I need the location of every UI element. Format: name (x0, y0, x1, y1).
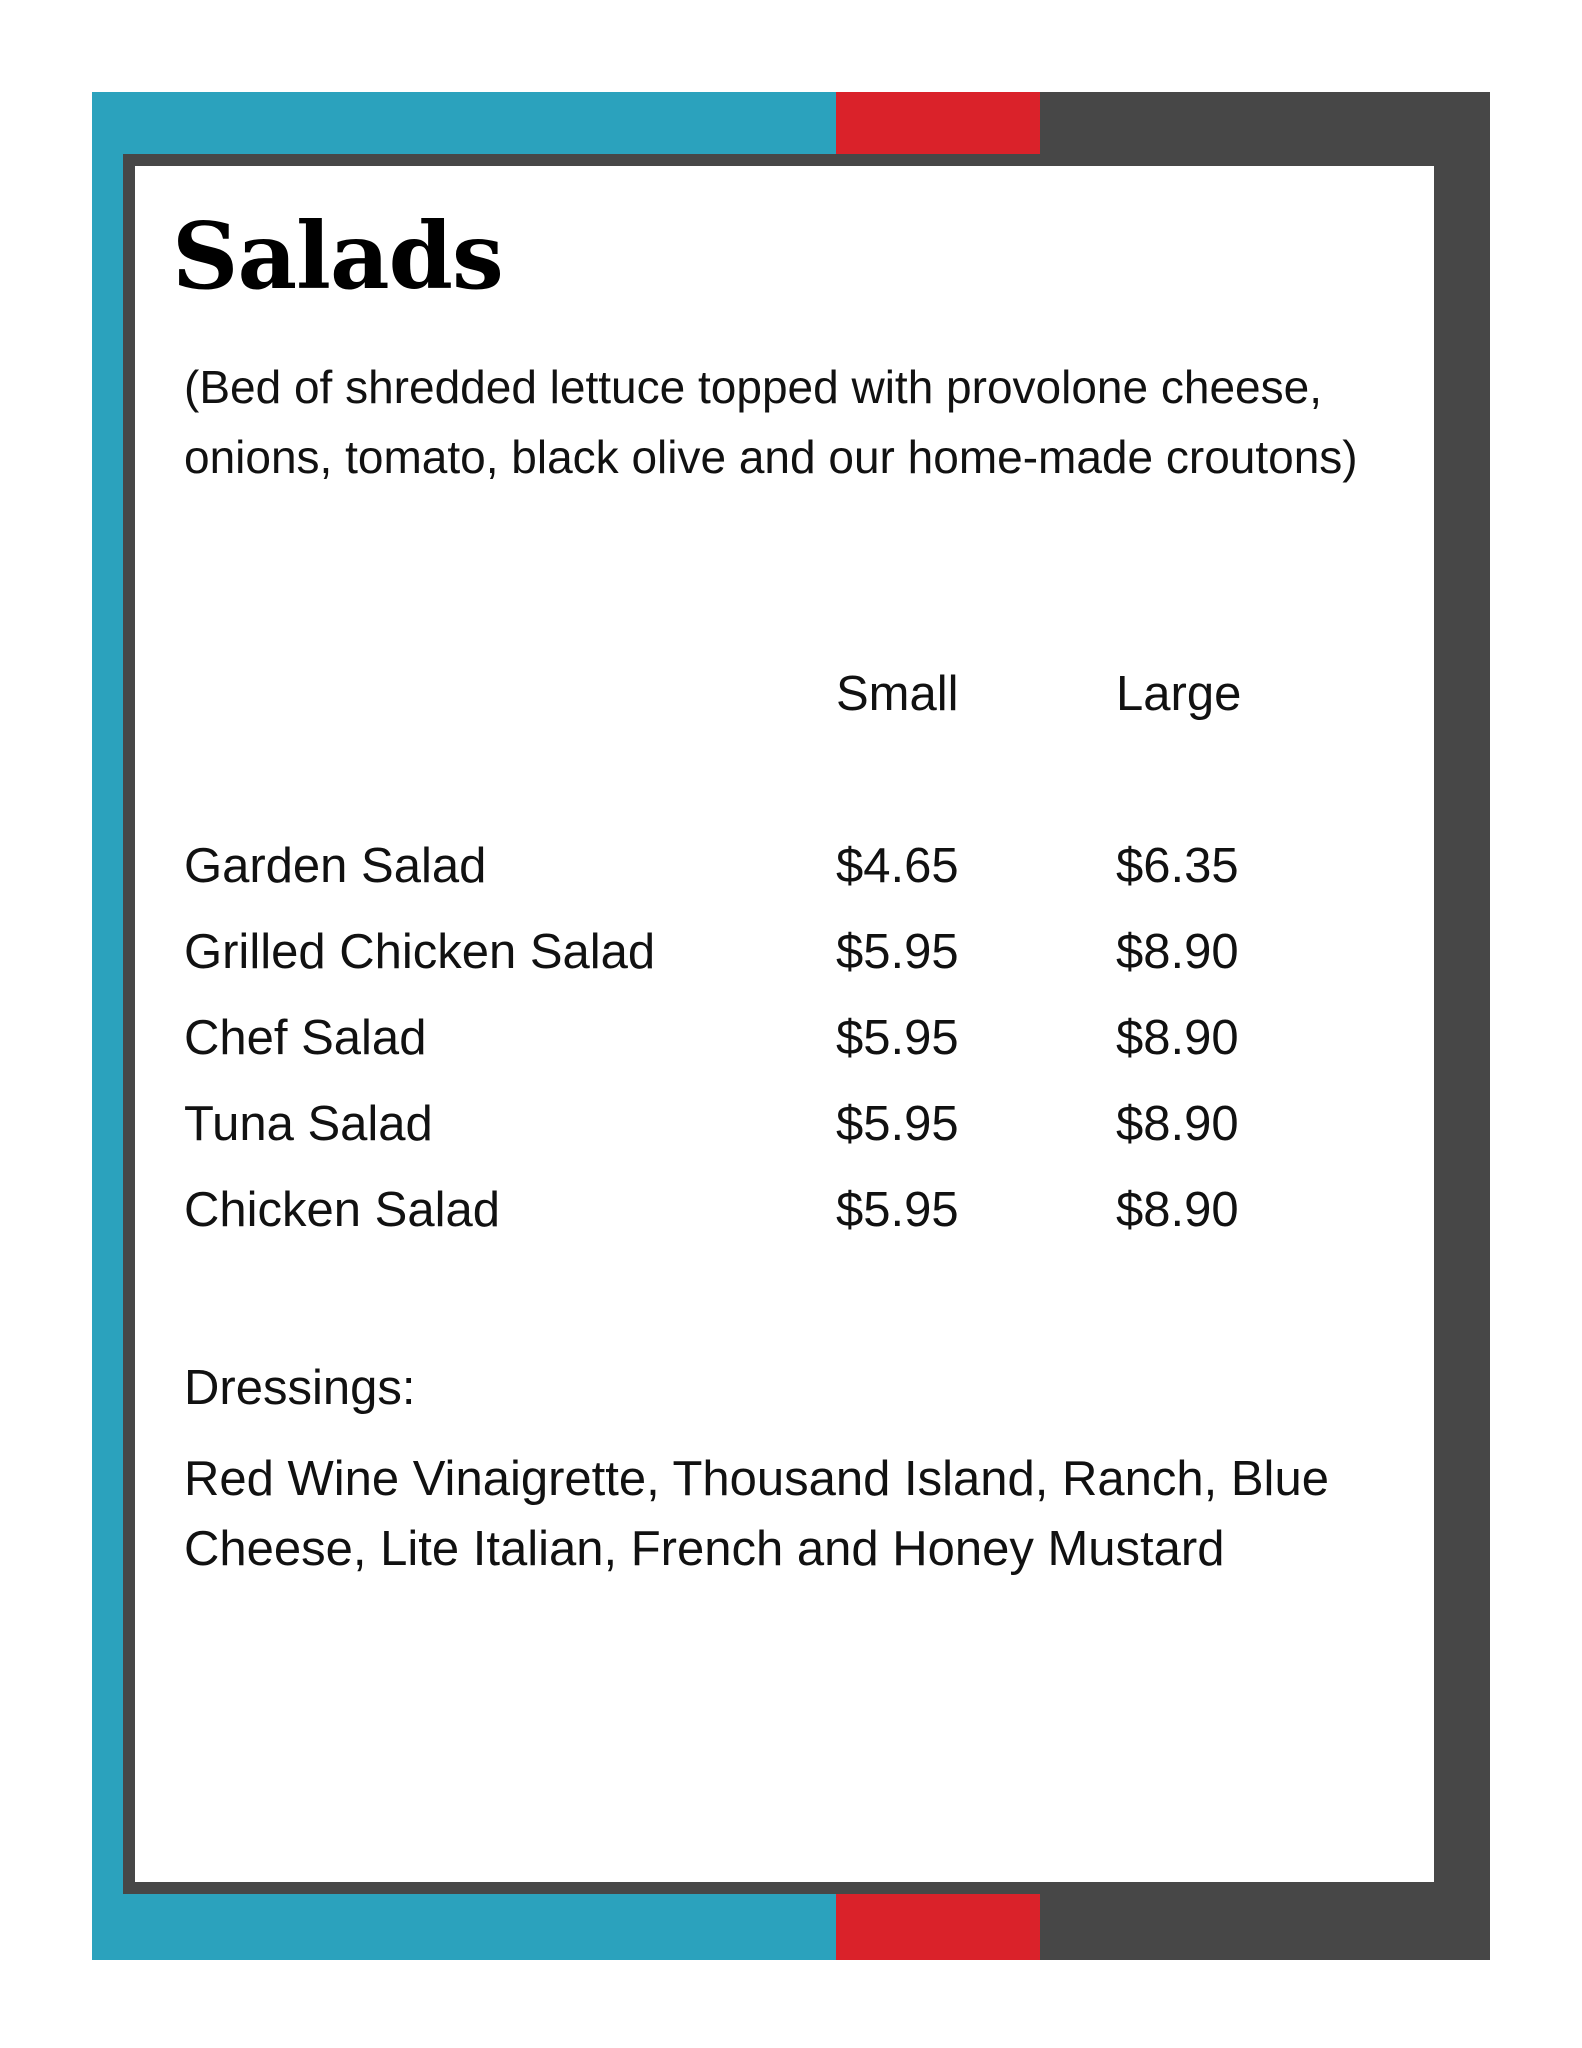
menu-item-price-small: $5.95 (836, 1183, 959, 1237)
dressings-label: Dressings: (184, 1361, 416, 1415)
menu-title: Salads (172, 202, 503, 310)
menu-item-name: Chef Salad (184, 1011, 427, 1065)
menu-item-name: Grilled Chicken Salad (184, 925, 656, 979)
menu-item-name: Garden Salad (184, 839, 487, 893)
menu-row (0, 1010, 1582, 1066)
dressings-list: Red Wine Vinaigrette, Thousand Island, Ranch, Blue Cheese, Lite Italian, French and Honey Mustard (184, 1452, 1329, 1576)
menu-item-name: Chicken Salad (184, 1183, 500, 1237)
menu-row (0, 1096, 1582, 1152)
menu-item-price-large: $8.90 (1116, 1097, 1239, 1151)
menu-row (0, 1182, 1582, 1238)
menu-description: (Bed of shredded lettuce topped with provolone cheese, onions, tomato, black olive and our home-made croutons) (184, 361, 1358, 483)
menu-item-name: Tuna Salad (184, 1097, 433, 1151)
menu-item-price-small: $4.65 (836, 839, 959, 893)
column-header-large: Large (1116, 667, 1242, 721)
menu-row (0, 924, 1582, 980)
menu-item-price-large: $8.90 (1116, 1011, 1239, 1065)
menu-item-price-large: $8.90 (1116, 1183, 1239, 1237)
menu-item-price-large: $6.35 (1116, 839, 1239, 893)
menu-item-price-small: $5.95 (836, 1011, 959, 1065)
menu-item-price-small: $5.95 (836, 1097, 959, 1151)
menu-item-price-small: $5.95 (836, 925, 959, 979)
column-header-small: Small (836, 667, 959, 721)
menu-row (0, 838, 1582, 894)
menu-item-price-large: $8.90 (1116, 925, 1239, 979)
